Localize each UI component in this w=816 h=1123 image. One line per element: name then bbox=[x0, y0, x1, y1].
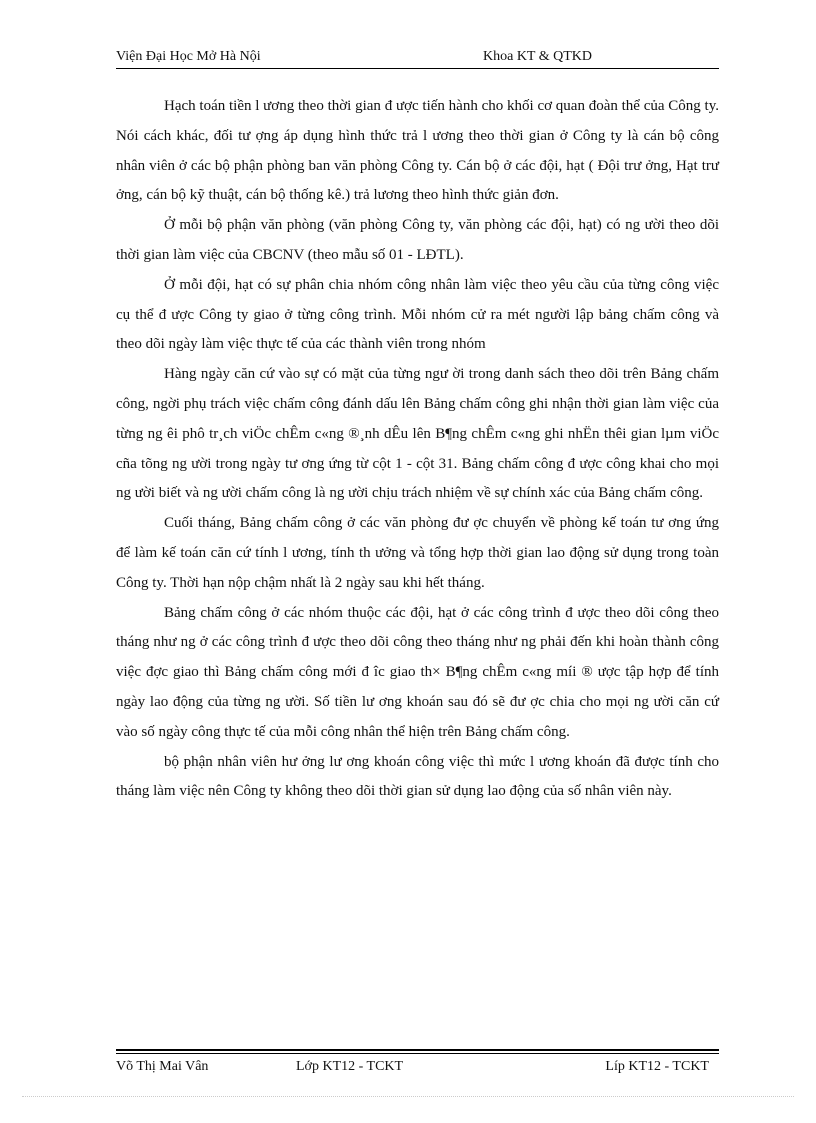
page-edge-dots bbox=[22, 1096, 794, 1097]
document-body bbox=[116, 92, 719, 807]
footer-class-alt: Líp KT12 - TCKT bbox=[605, 1059, 709, 1074]
header-institution: Viện Đại Học Mở Hà Nội bbox=[116, 49, 261, 64]
paragraph: Ở mỗi đội, hạt có sự phân chia nhóm công nhân làm việc theo yêu cầu của từng công việc cụ thể đ ược Công ty giao ở từng công trình. Mỗi nhóm cử ra mét người lập bảng chấm công và theo dõi ngày làm việc thực tế của các thành viên trong nhóm bbox=[116, 276, 719, 353]
paragraph: bộ phận nhân viên hư ởng lư ơng khoán công việc thì mức l ương khoán đã được tính cho tháng làm việc nên Công ty không theo dõi thời gian sử dụng lao động của số nhân viên này. bbox=[116, 753, 719, 800]
paragraph: Hàng ngày căn cứ vào sự có mặt của từng ngư ời trong danh sách theo dõi trên Bảng chấm công, ngời phụ trách việc chấm công đánh dấu lên Bảng chấm công ghi nhận thời gian làm việc của từng ng êi phô tr¸ch viÖc chÊm c«ng ®¸nh dÊu lên B¶ng chÊm c«ng ghi nhËn thêi gian lµm viÖc cña tõng ng ười trong ngày tư ơng ứng từ cột 1 - cột 31. Bảng chấm công đ ược công khai cho mọi ng ười biết và ng ười chấm công là ng ười chịu trách nhiệm về sự chính xác của Bảng chấm công. bbox=[116, 366, 719, 502]
footer-rule-bottom bbox=[116, 1053, 719, 1054]
paragraph: Bảng chấm công ở các nhóm thuộc các đội, hạt ở các công trình đ ược theo dõi công theo tháng như ng ở các công trình đ ược theo dõi công theo tháng như ng phải đến khi hoàn thành công việc đợc giao thì Bảng chấm công mới đ îc giao th× B¶ng chÊm c«ng míi ® ược tập hợp để tính ngày lao động của từng ng ười. Số tiền lư ơng khoán sau đó sẽ đư ợc chia cho mọi ng ười căn cứ vào số ngày công thực tế của mỗi công nhân thể hiện trên Bảng chấm công. bbox=[116, 604, 719, 740]
footer-rule-top bbox=[116, 1049, 719, 1051]
paragraph: Ở mỗi bộ phận văn phòng (văn phòng Công ty, văn phòng các đội, hạt) có ng ười theo dõi thời gian làm việc của CBCNV (theo mẫu số 01 - LĐTL). bbox=[116, 217, 719, 263]
footer-class: Lớp KT12 - TCKT bbox=[296, 1059, 404, 1074]
header-faculty: Khoa KT & QTKD bbox=[483, 49, 593, 64]
page-footer bbox=[116, 1057, 719, 1077]
paragraph: Cuối tháng, Bảng chấm công ở các văn phòng đư ợc chuyển về phòng kế toán tư ơng ứng để làm kế toán căn cứ tính l ương, tính th ưởng và tổng hợp thời gian lao động sử dụng trong toàn Công ty. Thời hạn nộp chậm nhất là 2 ngày sau khi hết tháng. bbox=[116, 515, 719, 591]
footer-author: Võ Thị Mai Vân bbox=[116, 1059, 209, 1074]
paragraph: Hạch toán tiền l ương theo thời gian đ ược tiến hành cho khối cơ quan đoàn thể của Công ty. Nói cách khác, đối tư ợng áp dụng hình thức trả l ương theo thời gian ở Công ty là cán bộ công nhân viên ở các bộ phận phòng ban văn phòng Công ty. Cán bộ ở các đội, hạt ( Đội trư ởng, Hạt trư ởng, cán bộ kỹ thuật, cán bộ thống kê.) trả lương theo hình thức giản đơn. bbox=[116, 98, 719, 204]
header-rule bbox=[116, 68, 719, 69]
page-header bbox=[116, 47, 719, 67]
